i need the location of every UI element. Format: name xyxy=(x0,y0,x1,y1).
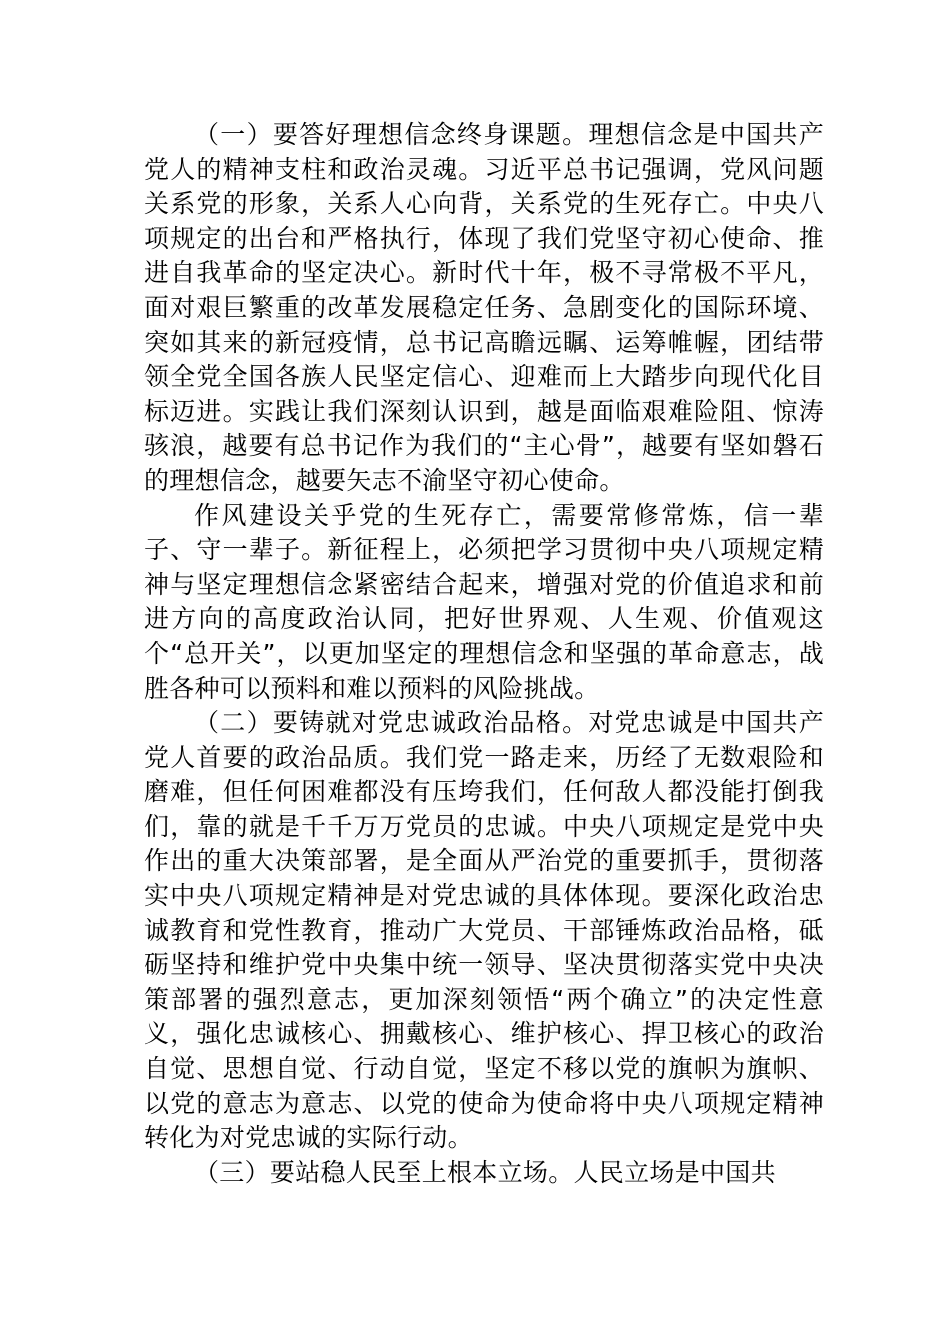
document-body xyxy=(144,118,824,1190)
paragraph-work-style: 作风建设关乎党的生死存亡，需要常修常炼，信一辈子、守一辈子。新征程上，必须把学习贯彻中央八项规定精神与坚定理想信念紧密结合起来，增强对党的价值追求和前进方向的高度政治认同，把好世界观、人生观、价值观这个“总开关”，以更加坚定的理想信念和坚强的革命意志，战胜各种可以预料和难以预料的风险挑战。 xyxy=(144,500,824,703)
paragraph-people-first: （三）要站稳人民至上根本立场。人民立场是中国共 xyxy=(194,1157,776,1187)
paragraph-ideals-and-beliefs: （一）要答好理想信念终身课题。理想信念是中国共产党人的精神支柱和政治灵魂。习近平总书记强调，党风问题关系党的形象，关系人心向背，关系党的生死存亡。中央八项规定的出台和严格执行，体现了我们党坚守初心使命、推进自我革命的坚定决心。新时代十年，极不寻常极不平凡，面对艰巨繁重的改革发展稳定任务、急剧变化的国际环境、突如其来的新冠疫情，总书记高瞻远瞩、运筹帷幄，团结带领全党全国各族人民坚定信心、迎难而上大踏步向现代化目标迈进。实践让我们深刻认识到，越是面临艰难险阻、惊涛骇浪，越要有总书记作为我们的“主心骨”，越要有坚如磐石的理想信念，越要矢志不渝坚守初心使命。 xyxy=(144,120,824,495)
paragraph-loyalty-to-party: （二）要铸就对党忠诚政治品格。对党忠诚是中国共产党人首要的政治品质。我们党一路走来，历经了无数艰险和磨难，但任何困难都没有压垮我们，任何敌人都没能打倒我们，靠的就是千千万万党员的忠诚。中央八项规定是党中央作出的重大决策部署，是全面从严治党的重要抓手，贯彻落实中央八项规定精神是对党忠诚的具体体现。要深化政治忠诚教育和党性教育，推动广大党员、干部锤炼政治品格，砥砺坚持和维护党中央集中统一领导、坚决贯彻落实党中央决策部署的强烈意志，更加深刻领悟“两个确立”的决定性意义，强化忠诚核心、拥戴核心、维护核心、捍卫核心的政治自觉、思想自觉、行动自觉，坚定不移以党的旗帜为旗帜、以党的意志为意志、以党的使命为使命将中央八项规定精神转化为对党忠诚的实际行动。 xyxy=(144,708,824,1153)
